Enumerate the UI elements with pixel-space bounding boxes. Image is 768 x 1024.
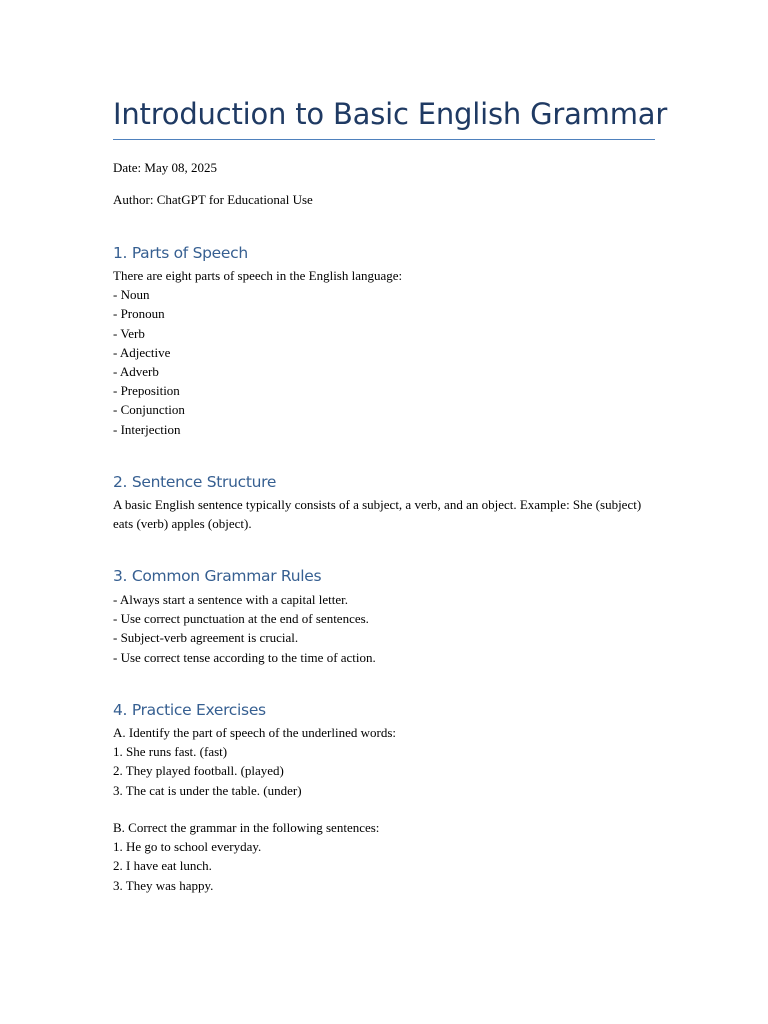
exercise-a-prompt: A. Identify the part of speech of the underlined words: xyxy=(113,725,397,740)
list-item: - Subject-verb agreement is crucial. xyxy=(113,630,299,646)
list-item: - Use correct punctuation at the end of sentences. xyxy=(113,611,369,627)
parts-of-speech-intro: There are eight parts of speech in the English language: xyxy=(113,268,403,283)
list-item: 2. They played football. (played) xyxy=(113,763,284,779)
list-item: - Verb xyxy=(113,325,145,341)
title-underline xyxy=(113,139,655,140)
section-heading-sentence-structure: 2. Sentence Structure xyxy=(113,473,277,491)
document-author: Author: ChatGPT for Educational Use xyxy=(113,192,313,207)
list-item: - Adverb xyxy=(113,364,159,380)
parts-of-speech-body xyxy=(113,266,655,439)
list-item: 1. She runs fast. (fast) xyxy=(113,744,228,760)
section-heading-practice-exercises: 4. Practice Exercises xyxy=(113,701,266,719)
list-item: 3. They was happy. xyxy=(113,877,214,893)
exercise-a xyxy=(113,723,655,800)
list-item: - Adjective xyxy=(113,344,171,360)
list-item: - Interjection xyxy=(113,421,181,437)
list-item: - Conjunction xyxy=(113,402,185,418)
list-item: - Always start a sentence with a capital letter. xyxy=(113,592,348,607)
list-item: 2. I have eat lunch. xyxy=(113,858,212,874)
list-item: - Pronoun xyxy=(113,306,165,322)
grammar-rules-list xyxy=(113,590,655,667)
section-heading-parts-of-speech: 1. Parts of Speech xyxy=(113,244,248,262)
document-date: Date: May 08, 2025 xyxy=(113,160,217,175)
list-item: - Noun xyxy=(113,287,150,303)
sentence-structure-paragraph: A basic English sentence typically consists of a subject, a verb, and an object. Example: She (subject) eats (verb) apples (object). xyxy=(113,497,642,532)
exercise-b xyxy=(113,818,655,895)
list-item: 3. The cat is under the table. (under) xyxy=(113,782,302,798)
exercise-b-prompt: B. Correct the grammar in the following sentences: xyxy=(113,820,380,835)
list-item: 1. He go to school everyday. xyxy=(113,839,262,855)
list-item: - Preposition xyxy=(113,383,180,399)
section-heading-grammar-rules: 3. Common Grammar Rules xyxy=(113,567,322,585)
document-title: Introduction to Basic English Grammar xyxy=(113,97,668,131)
list-item: - Use correct tense according to the time of action. xyxy=(113,649,376,665)
